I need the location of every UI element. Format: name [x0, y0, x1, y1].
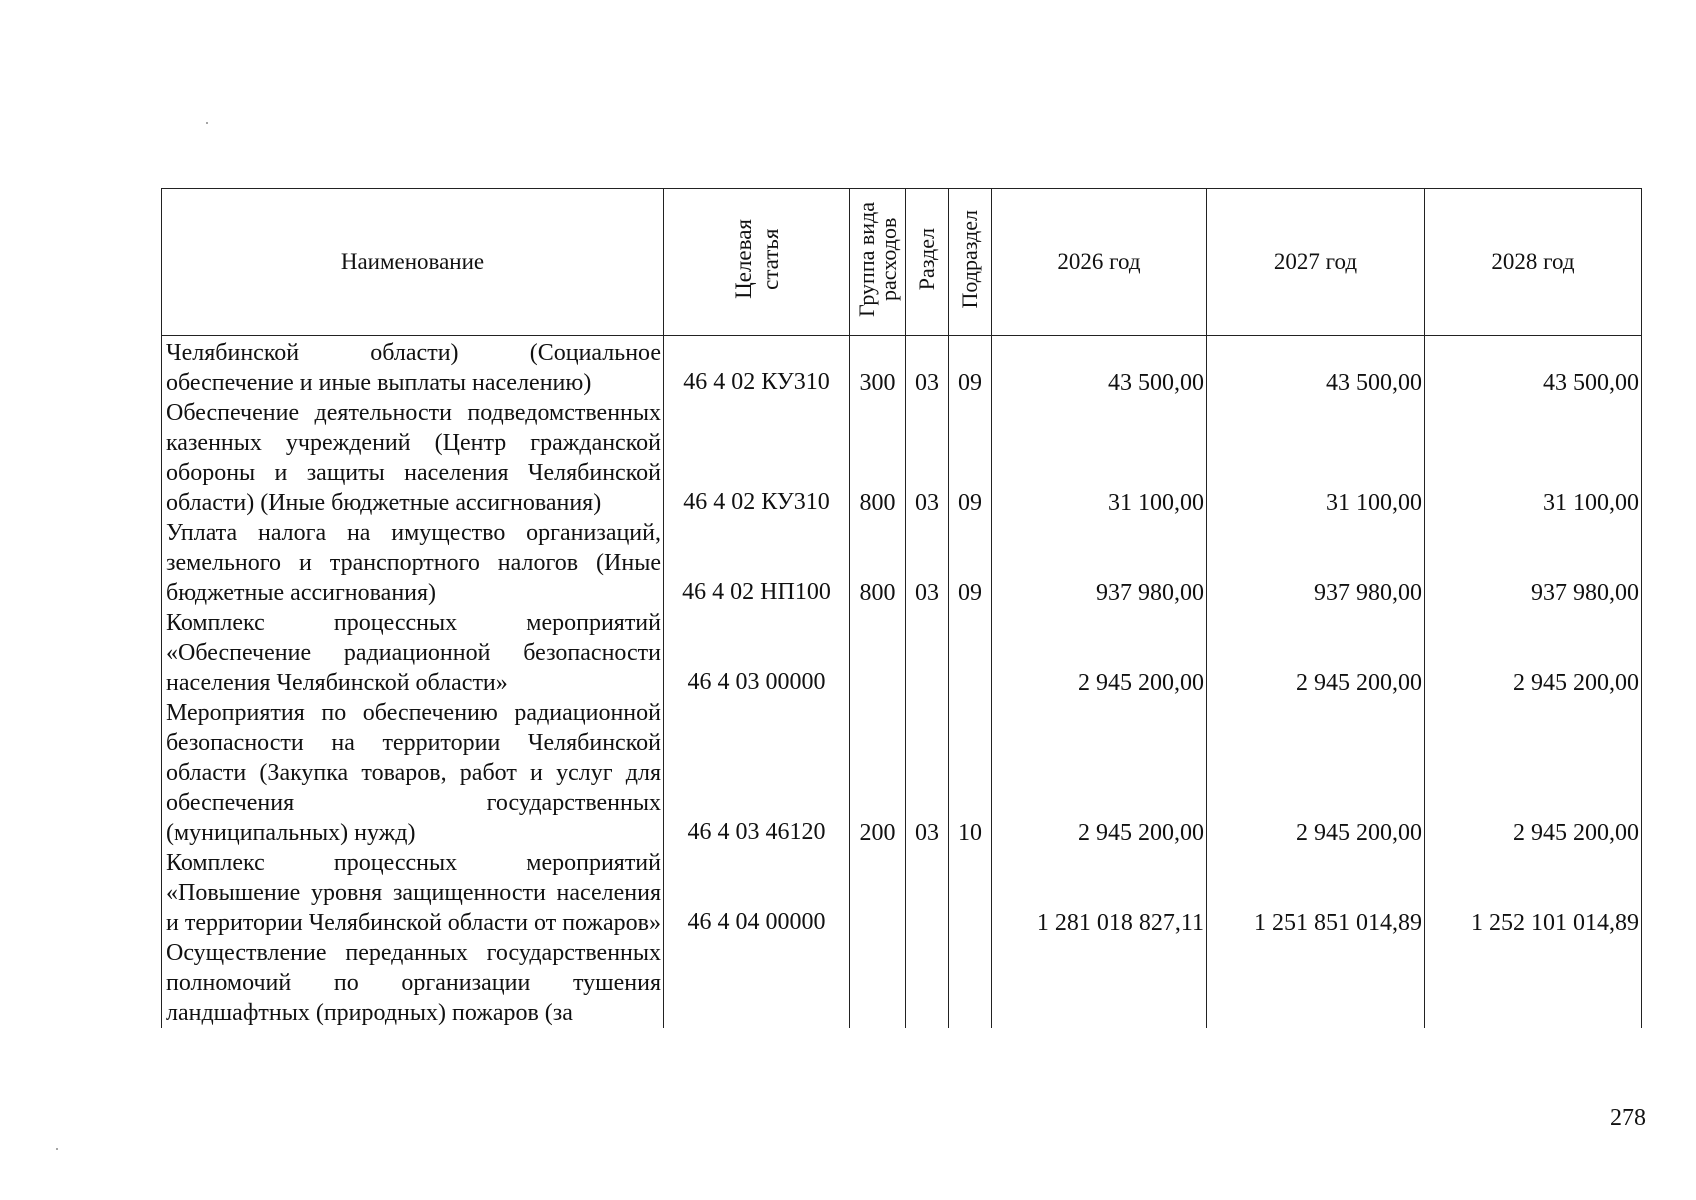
page-number: 278 [1610, 1105, 1646, 1131]
cell-name: Уплата налога на имущество организаций, земельного и транспортного налогов (Иные бюджетные ассигнования) [162, 518, 664, 608]
header-expense-group [850, 189, 906, 336]
cell-name: Осуществление переданных государственных полномочий по организации тушения ландшафтных (природных) пожаров (за [162, 938, 664, 1028]
table-row [162, 518, 1642, 608]
cell-amount-2026: 31 100,00 [992, 398, 1207, 518]
header-year-2026: 2026 год [992, 189, 1207, 336]
table-body [162, 336, 1642, 1029]
scan-speck [206, 122, 208, 124]
cell-expense-group: 800 [850, 398, 906, 518]
cell-section [906, 938, 949, 1028]
cell-amount-2028: 31 100,00 [1425, 398, 1642, 518]
cell-amount-2027: 1 251 851 014,89 [1207, 848, 1425, 938]
scan-speck [56, 1148, 58, 1150]
cell-name: Обеспечение деятельности подведомственных казенных учреждений (Центр гражданской обороны и защиты населения Челябинской области) (Иные бюджетные ассигнования) [162, 398, 664, 518]
header-year-2027: 2027 год [1207, 189, 1425, 336]
cell-expense-group: 200 [850, 698, 906, 848]
cell-target-article: 46 4 02 КУ310 [664, 398, 850, 518]
budget-table [161, 188, 1642, 1028]
cell-subsection: 09 [949, 398, 992, 518]
header-section-text: Раздел [914, 227, 939, 291]
header-subsection-text: Подраздел [957, 209, 982, 309]
table-row [162, 848, 1642, 938]
cell-section: 03 [906, 398, 949, 518]
table-header [162, 189, 1642, 336]
cell-amount-2028 [1425, 938, 1642, 1028]
table-row [162, 698, 1642, 848]
header-target-article [664, 189, 850, 336]
cell-amount-2027 [1207, 938, 1425, 1028]
cell-amount-2026 [992, 938, 1207, 1028]
cell-subsection [949, 848, 992, 938]
table-row [162, 398, 1642, 518]
cell-amount-2028: 937 980,00 [1425, 518, 1642, 608]
cell-target-article: 46 4 03 00000 [664, 608, 850, 698]
cell-section: 03 [906, 698, 949, 848]
table-row [162, 608, 1642, 698]
table-row [162, 938, 1642, 1028]
cell-name: Мероприятия по обеспечению радиационной безопасности на территории Челябинской области (Закупка товаров, работ и услуг для обеспечения государственных (муниципальных) нужд) [162, 698, 664, 848]
cell-amount-2028: 2 945 200,00 [1425, 608, 1642, 698]
cell-target-article: 46 4 02 КУ310 [664, 336, 850, 399]
cell-amount-2028: 1 252 101 014,89 [1425, 848, 1642, 938]
cell-amount-2026: 1 281 018 827,11 [992, 848, 1207, 938]
cell-amount-2026: 2 945 200,00 [992, 608, 1207, 698]
cell-target-article: 46 4 02 НП100 [664, 518, 850, 608]
cell-amount-2027: 937 980,00 [1207, 518, 1425, 608]
cell-expense-group [850, 608, 906, 698]
cell-amount-2028: 43 500,00 [1425, 336, 1642, 399]
cell-expense-group: 800 [850, 518, 906, 608]
cell-subsection: 09 [949, 336, 992, 399]
cell-section [906, 608, 949, 698]
cell-name: Челябинской области) (Социальное обеспечение и иные выплаты населению) [162, 336, 664, 399]
table-row [162, 336, 1642, 399]
cell-amount-2027: 31 100,00 [1207, 398, 1425, 518]
cell-amount-2027: 2 945 200,00 [1207, 608, 1425, 698]
cell-amount-2026: 2 945 200,00 [992, 698, 1207, 848]
cell-section: 03 [906, 518, 949, 608]
cell-name: Комплекс процессных мероприятий «Обеспечение радиационной безопасности населения Челябинской области» [162, 608, 664, 698]
header-section [906, 189, 949, 336]
cell-expense-group [850, 938, 906, 1028]
cell-target-article [664, 938, 850, 1028]
cell-target-article: 46 4 03 46120 [664, 698, 850, 848]
cell-subsection [949, 608, 992, 698]
cell-amount-2027: 43 500,00 [1207, 336, 1425, 399]
cell-amount-2028: 2 945 200,00 [1425, 698, 1642, 848]
cell-expense-group: 300 [850, 336, 906, 399]
cell-expense-group [850, 848, 906, 938]
cell-amount-2027: 2 945 200,00 [1207, 698, 1425, 848]
header-expense-group-text: Группа вида расходов [853, 201, 901, 317]
cell-amount-2026: 43 500,00 [992, 336, 1207, 399]
header-year-2028: 2028 год [1425, 189, 1642, 336]
cell-target-article: 46 4 04 00000 [664, 848, 850, 938]
cell-amount-2026: 937 980,00 [992, 518, 1207, 608]
cell-subsection: 10 [949, 698, 992, 848]
header-name: Наименование [162, 189, 664, 336]
cell-name: Комплекс процессных мероприятий «Повышение уровня защищенности населения и территории Челябинской области от пожаров» [162, 848, 664, 938]
cell-subsection: 09 [949, 518, 992, 608]
header-subsection [949, 189, 992, 336]
cell-subsection [949, 938, 992, 1028]
cell-section: 03 [906, 336, 949, 399]
header-target-article-text: Целевая статья [730, 219, 783, 299]
cell-section [906, 848, 949, 938]
